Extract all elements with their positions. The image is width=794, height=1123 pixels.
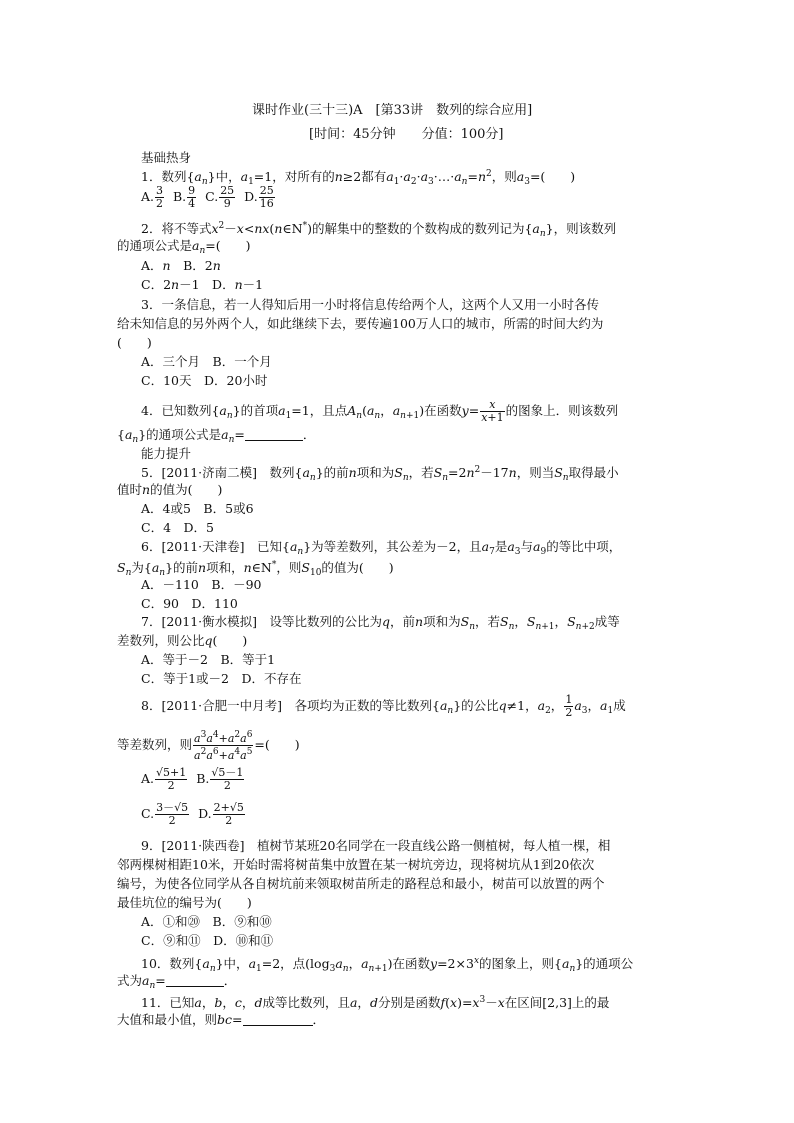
- q9-stem-1: 9．[2011·陕西卷] 植树节某班20名同学在一段直线公路一侧植树，每人植一棵，相: [141, 838, 611, 853]
- q4-stem-2: $\{a_n\}$的通项公式是$a_n=$ ．: [117, 427, 316, 445]
- title-text: 课时作业(三十三)A [第33讲 数列的综合应用]: [252, 103, 533, 118]
- q3-stem-1: 3．一条信息，若一人得知后用一小时将信息传给两个人，这两个人又用一小时各传: [141, 297, 599, 312]
- q5-options-row2: C．4 D．5: [141, 520, 214, 535]
- q10-answer-blank[interactable]: [166, 975, 224, 987]
- q7-options-row1: A．等于－2 B．等于1: [141, 652, 276, 667]
- q6-stem-2: $S_n$为$\{a_n\}$的前n项和，n∈N*，则$S_{10}$的值为( ): [117, 560, 394, 578]
- q3-options-row1: A．三个月 B．一个月: [141, 354, 272, 369]
- section-basic: 基础热身: [141, 150, 192, 165]
- q6-options-row1: A．－110 B．－90: [141, 577, 262, 592]
- q1-option-d: D. $\frac{25}{16}$: [244, 184, 274, 210]
- q11-stem-2: 大值和最小值，则bc= ．: [117, 1012, 326, 1027]
- q2-stem-1: 2．将不等式$x^2-x<nx(n\in N^*)$的解集中的整数的个数构成的数列记为$\{a_n\}$，则该数列: [141, 221, 617, 239]
- q3-options-row2: C．10天 D．20小时: [141, 373, 268, 388]
- q7-stem-1: 7．[2011·衡水模拟] 设等比数列的公比为q，前n项和为$S_n$，若$S_n$，$S_{n+1}$，$S_{n+2}$成等: [141, 614, 620, 632]
- q8-option-d: D. $\frac{2+√5}{2}$: [198, 801, 244, 827]
- q4-answer-blank[interactable]: [245, 429, 303, 441]
- q9-options-row2: C．⑨和⑪ D．⑩和⑪: [141, 933, 274, 948]
- q8-stem-2: 等差数列，则 $\frac{a^3a^4+a^2a^6}{a^2a^6+a^4a^5}$ =( ): [117, 730, 300, 762]
- q6-options-row2: C．90 D．110: [141, 596, 238, 611]
- q8-options-row1: [141, 765, 245, 793]
- worksheet-meta: [309, 127, 504, 142]
- q1-option-c: C. $\frac{25}{9}$: [205, 184, 235, 210]
- q2-options-row2: C．2n－1 D．n－1: [141, 277, 264, 292]
- q8-stem-1: 8．[2011·合肥一中月考] 各项均为正数的等比数列$\{a_n\}$的公比q≠1，$a_2$， $\frac{1}{2}$ $a_3$，$a_1$成: [141, 693, 626, 719]
- q9-stem-2: 邻两棵树相距10米，开始时需将树苗集中放置在某一树坑旁边，现将树坑从1到20依次: [117, 857, 595, 872]
- q10-stem-1: 10．数列$\{a_n\}$中，$a_1=2$，点($\log_3a_n$，$a_{n+1}$)在函数$y=2\times 3^x$的图象上，则$\{a_n\}$的通项公: [141, 956, 634, 974]
- q9-stem-4: 最佳坑位的编号为( ): [117, 895, 252, 910]
- q2-options-row1: A．n B．2n: [141, 258, 221, 273]
- meta-text: [时间：45分钟 分值：100分]: [309, 127, 504, 142]
- worksheet-title: [252, 103, 532, 118]
- q9-stem-3: 编号，为使各位同学从各自树坑前来领取树苗所走的路程总和最小，树苗可以放置的两个: [117, 876, 605, 891]
- q1-options: [141, 185, 276, 210]
- q1-option-b: B. $\frac{9}{4}$: [172, 184, 196, 210]
- q1-stem: 1．数列$\{a_n\}$中，$a_1=1$，对所有的n≥2都有$a_1\cdot a_2\cdot a_3\cdot\dots\cdot a_n=n^2$，则$a_3=$( ): [141, 169, 576, 187]
- q8-option-b: B. $\frac{√5-1}{2}$: [196, 766, 244, 792]
- q7-stem-2: 差数列，则公比q( ): [117, 633, 248, 648]
- q5-stem-1: 5．[2011·济南二模] 数列$\{a_n\}$的前n项和为$S_n$，若$S_n=2n^2-17n$，则当$S_n$取得最小: [141, 465, 619, 483]
- q7-options-row2: C．等于1或－2 D．不存在: [141, 671, 302, 686]
- q8-options-row2: [141, 800, 246, 828]
- q1-option-a: A. $\frac{3}{2}$: [141, 184, 164, 210]
- q5-stem-2: 值时n的值为( ): [117, 482, 223, 497]
- q6-stem-1: 6．[2011·天津卷] 已知$\{a_n\}$为等差数列，其公差为－2，且$a_7$是$a_3$与$a_9$的等比中项，: [141, 539, 622, 557]
- q5-options-row1: A．4或5 B．5或6: [141, 501, 254, 516]
- q11-stem-1: 11．已知a，b，c，d成等比数列，且a，d分别是函数$f(x)=x^3-x$在区间[2,3]上的最: [141, 995, 610, 1010]
- q10-stem-2: 式为$a_n=$ ．: [117, 973, 237, 991]
- q8-option-a: A. $\frac{√5+1}{2}$: [141, 766, 187, 792]
- q3-stem-3: ( ): [117, 335, 152, 350]
- q9-options-row1: A．①和⑳ B．⑨和⑩: [141, 914, 272, 929]
- section-ability: 能力提升: [141, 446, 192, 461]
- q11-answer-blank[interactable]: [243, 1014, 313, 1026]
- q2-stem-2: 的通项公式是$a_n=$( ): [117, 238, 251, 256]
- q4-stem-1: 4．已知数列$\{a_n\}$的首项$a_1=1$，且点$A_n(a_n$，$a_{n+1}$)在函数y= $\frac{x}{x+1}$ 的图象上．则该数列: [141, 398, 619, 424]
- q3-stem-2: 给未知信息的另外两个人，如此继续下去，要传遍100万人口的城市，所需的时间大约为: [117, 316, 604, 331]
- q8-option-c: C. $\frac{3-√5}{2}$: [141, 801, 189, 827]
